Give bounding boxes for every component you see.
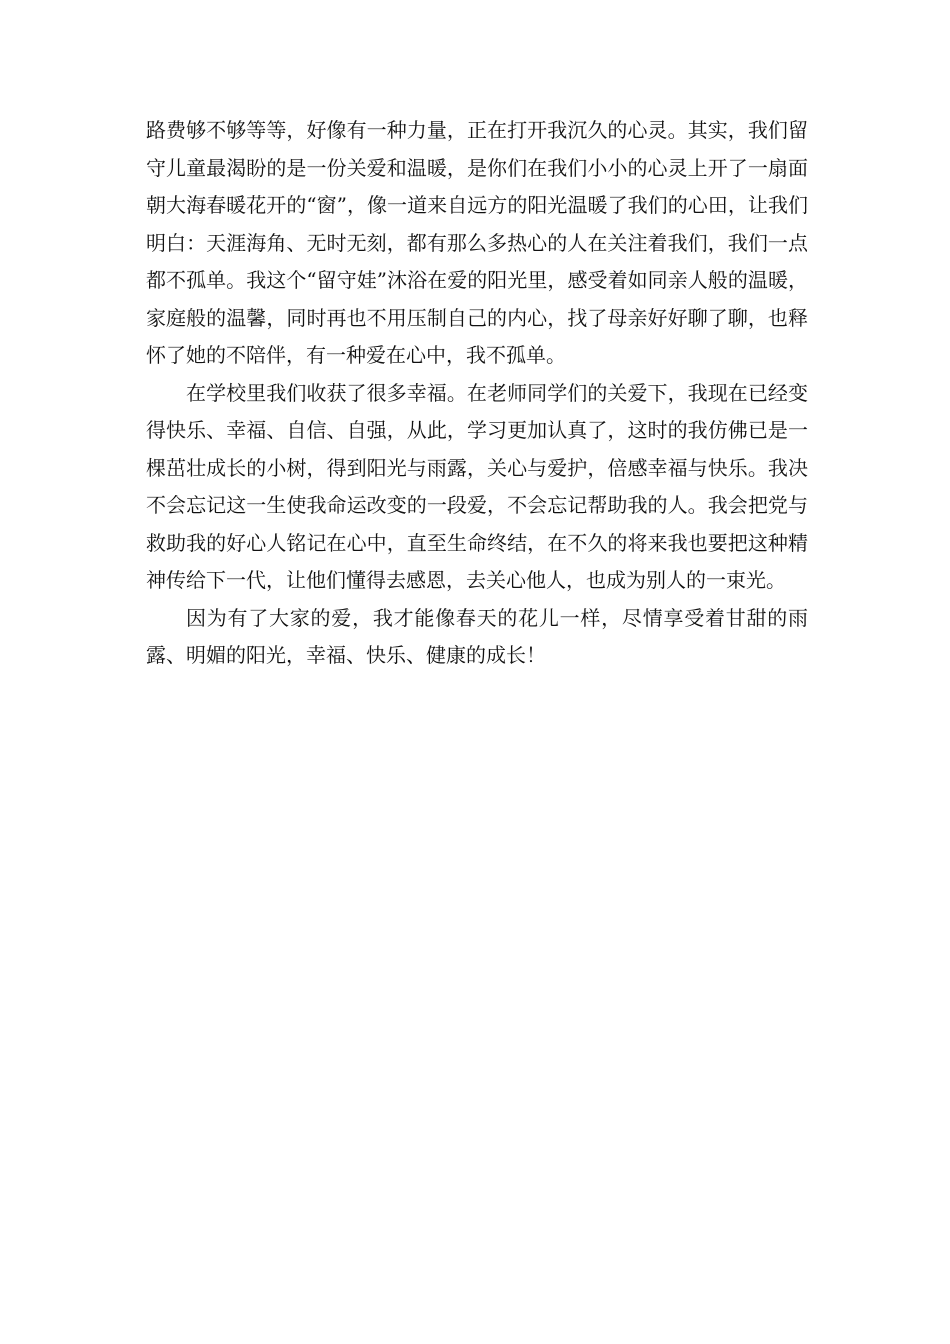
document-body — [146, 112, 808, 675]
paragraph-school: 在学校里我们收获了很多幸福。在老师同学们的关爱下，我现在已经变得快乐、幸福、自信、自强，从此，学习更加认真了，这时的我仿佛已是一棵茁壮成长的小树，得到阳光与雨露，关心与爱护，倍感幸福与快乐。我决不会忘记这一生使我命运改变的一段爱，不会忘记帮助我的人。我会把党与救助我的好心人铭记在心中，直至生命终结，在不久的将来我也要把这种精神传给下一代，让他们懂得去感恩，去关心他人，也成为别人的一束光。 — [146, 380, 808, 592]
paragraph-conclusion: 因为有了大家的爱，我才能像春天的花儿一样，尽情享受着甘甜的雨露、明媚的阳光，幸福、快乐、健康的成长！ — [146, 605, 808, 667]
paragraph-continued: 路费够不够等等，好像有一种力量，正在打开我沉久的心灵。其实，我们留守儿童最渴盼的是一份关爱和温暖，是你们在我们小小的心灵上开了一扇面朝大海春暖花开的“窗”，像一道来自远方的阳光温暖了我们的心田，让我们明白：天涯海角、无时无刻，都有那么多热心的人在关注着我们，我们一点都不孤单。我这个“留守娃”沐浴在爱的阳光里，感受着如同亲人般的温暖，家庭般的温馨，同时再也不用压制自己的内心，找了母亲好好聊了聊，也释怀了她的不陪伴，有一种爱在心中，我不孤单。 — [146, 118, 808, 367]
